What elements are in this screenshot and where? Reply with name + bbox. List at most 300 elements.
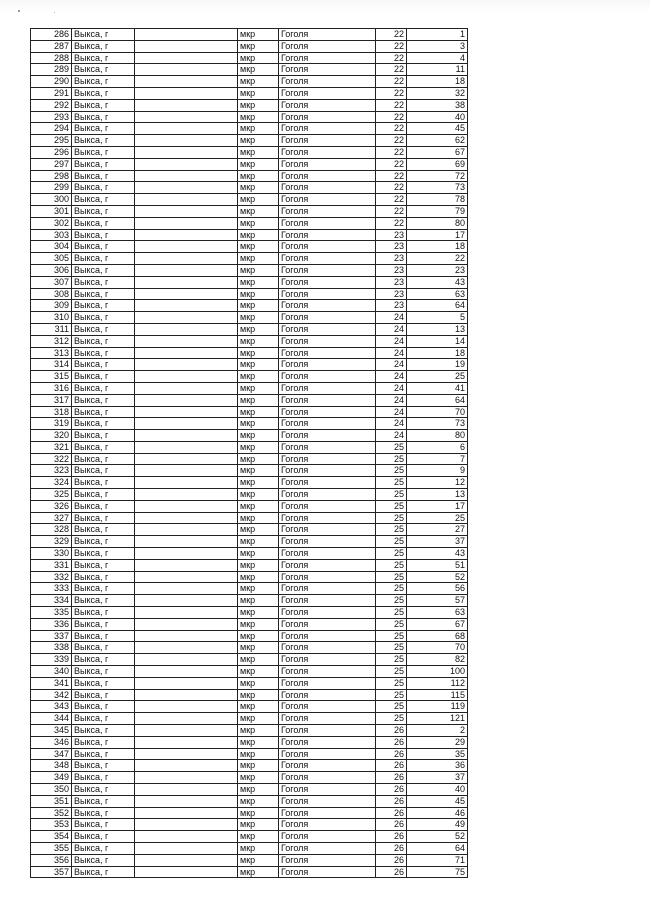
house-number-cell: 25 bbox=[376, 500, 407, 512]
street-cell: Гоголя bbox=[279, 158, 376, 170]
row-number: 304 bbox=[31, 241, 72, 253]
house-number-cell: 24 bbox=[376, 406, 407, 418]
house-number-cell: 26 bbox=[376, 795, 407, 807]
street-cell: Гоголя bbox=[279, 217, 376, 229]
table-row bbox=[31, 760, 468, 772]
street-cell: Гоголя bbox=[279, 701, 376, 713]
house-number-cell: 22 bbox=[376, 87, 407, 99]
blank-cell bbox=[135, 607, 238, 619]
blank-cell bbox=[135, 241, 238, 253]
city-cell: Выкса, г bbox=[72, 229, 135, 241]
house-number-cell: 22 bbox=[376, 182, 407, 194]
blank-cell bbox=[135, 359, 238, 371]
row-number: 316 bbox=[31, 382, 72, 394]
blank-cell bbox=[135, 205, 238, 217]
blank-cell bbox=[135, 465, 238, 477]
street-cell: Гоголя bbox=[279, 29, 376, 41]
row-number: 288 bbox=[31, 52, 72, 64]
row-number: 348 bbox=[31, 760, 72, 772]
row-number: 293 bbox=[31, 111, 72, 123]
blank-cell bbox=[135, 524, 238, 536]
street-cell: Гоголя bbox=[279, 748, 376, 760]
locality-type-cell: мкр bbox=[238, 866, 279, 878]
row-number: 290 bbox=[31, 76, 72, 88]
city-cell: Выкса, г bbox=[72, 418, 135, 430]
street-cell: Гоголя bbox=[279, 666, 376, 678]
city-cell: Выкса, г bbox=[72, 40, 135, 52]
row-number: 327 bbox=[31, 512, 72, 524]
apartment-number-cell: 1 bbox=[407, 29, 468, 41]
house-number-cell: 25 bbox=[376, 489, 407, 501]
city-cell: Выкса, г bbox=[72, 548, 135, 560]
house-number-cell: 22 bbox=[376, 64, 407, 76]
row-number: 321 bbox=[31, 441, 72, 453]
row-number: 335 bbox=[31, 607, 72, 619]
blank-cell bbox=[135, 583, 238, 595]
street-cell: Гоголя bbox=[279, 418, 376, 430]
row-number: 353 bbox=[31, 819, 72, 831]
apartment-number-cell: 17 bbox=[407, 229, 468, 241]
table-row bbox=[31, 607, 468, 619]
street-cell: Гоголя bbox=[279, 323, 376, 335]
blank-cell bbox=[135, 158, 238, 170]
table-row bbox=[31, 146, 468, 158]
city-cell: Выкса, г bbox=[72, 854, 135, 866]
table-row bbox=[31, 842, 468, 854]
city-cell: Выкса, г bbox=[72, 194, 135, 206]
house-number-cell: 22 bbox=[376, 29, 407, 41]
table-row bbox=[31, 772, 468, 784]
locality-type-cell: мкр bbox=[238, 253, 279, 265]
row-number: 320 bbox=[31, 430, 72, 442]
locality-type-cell: мкр bbox=[238, 677, 279, 689]
apartment-number-cell: 40 bbox=[407, 111, 468, 123]
row-number: 318 bbox=[31, 406, 72, 418]
table-row bbox=[31, 64, 468, 76]
blank-cell bbox=[135, 760, 238, 772]
scan-marks bbox=[18, 8, 78, 18]
locality-type-cell: мкр bbox=[238, 477, 279, 489]
apartment-number-cell: 63 bbox=[407, 288, 468, 300]
table-row bbox=[31, 524, 468, 536]
table-row bbox=[31, 465, 468, 477]
row-number: 333 bbox=[31, 583, 72, 595]
locality-type-cell: мкр bbox=[238, 158, 279, 170]
locality-type-cell: мкр bbox=[238, 571, 279, 583]
table-row bbox=[31, 654, 468, 666]
row-number: 289 bbox=[31, 64, 72, 76]
table-row bbox=[31, 253, 468, 265]
blank-cell bbox=[135, 99, 238, 111]
city-cell: Выкса, г bbox=[72, 335, 135, 347]
house-number-cell: 25 bbox=[376, 689, 407, 701]
city-cell: Выкса, г bbox=[72, 642, 135, 654]
locality-type-cell: мкр bbox=[238, 831, 279, 843]
apartment-number-cell: 25 bbox=[407, 371, 468, 383]
house-number-cell: 22 bbox=[376, 170, 407, 182]
locality-type-cell: мкр bbox=[238, 618, 279, 630]
house-number-cell: 22 bbox=[376, 40, 407, 52]
city-cell: Выкса, г bbox=[72, 300, 135, 312]
street-cell: Гоголя bbox=[279, 607, 376, 619]
blank-cell bbox=[135, 323, 238, 335]
table-row bbox=[31, 441, 468, 453]
house-number-cell: 25 bbox=[376, 583, 407, 595]
blank-cell bbox=[135, 253, 238, 265]
city-cell: Выкса, г bbox=[72, 182, 135, 194]
city-cell: Выкса, г bbox=[72, 253, 135, 265]
apartment-number-cell: 64 bbox=[407, 300, 468, 312]
street-cell: Гоголя bbox=[279, 394, 376, 406]
locality-type-cell: мкр bbox=[238, 418, 279, 430]
table-row bbox=[31, 371, 468, 383]
city-cell: Выкса, г bbox=[72, 359, 135, 371]
table-row bbox=[31, 736, 468, 748]
apartment-number-cell: 56 bbox=[407, 583, 468, 595]
locality-type-cell: мкр bbox=[238, 430, 279, 442]
locality-type-cell: мкр bbox=[238, 559, 279, 571]
apartment-number-cell: 63 bbox=[407, 607, 468, 619]
house-number-cell: 22 bbox=[376, 135, 407, 147]
locality-type-cell: мкр bbox=[238, 371, 279, 383]
city-cell: Выкса, г bbox=[72, 748, 135, 760]
table-row bbox=[31, 866, 468, 878]
apartment-number-cell: 29 bbox=[407, 736, 468, 748]
blank-cell bbox=[135, 725, 238, 737]
apartment-number-cell: 18 bbox=[407, 241, 468, 253]
street-cell: Гоголя bbox=[279, 689, 376, 701]
blank-cell bbox=[135, 842, 238, 854]
house-number-cell: 25 bbox=[376, 630, 407, 642]
city-cell: Выкса, г bbox=[72, 784, 135, 796]
table-row bbox=[31, 430, 468, 442]
row-number: 339 bbox=[31, 654, 72, 666]
locality-type-cell: мкр bbox=[238, 760, 279, 772]
table-row bbox=[31, 40, 468, 52]
house-number-cell: 25 bbox=[376, 595, 407, 607]
city-cell: Выкса, г bbox=[72, 382, 135, 394]
apartment-number-cell: 17 bbox=[407, 500, 468, 512]
blank-cell bbox=[135, 819, 238, 831]
street-cell: Гоголя bbox=[279, 229, 376, 241]
apartment-number-cell: 80 bbox=[407, 217, 468, 229]
city-cell: Выкса, г bbox=[72, 146, 135, 158]
locality-type-cell: мкр bbox=[238, 607, 279, 619]
row-number: 349 bbox=[31, 772, 72, 784]
city-cell: Выкса, г bbox=[72, 630, 135, 642]
city-cell: Выкса, г bbox=[72, 347, 135, 359]
row-number: 324 bbox=[31, 477, 72, 489]
city-cell: Выкса, г bbox=[72, 477, 135, 489]
locality-type-cell: мкр bbox=[238, 489, 279, 501]
locality-type-cell: мкр bbox=[238, 500, 279, 512]
table-row bbox=[31, 264, 468, 276]
apartment-number-cell: 27 bbox=[407, 524, 468, 536]
city-cell: Выкса, г bbox=[72, 725, 135, 737]
row-number: 310 bbox=[31, 312, 72, 324]
house-number-cell: 22 bbox=[376, 194, 407, 206]
house-number-cell: 24 bbox=[376, 347, 407, 359]
city-cell: Выкса, г bbox=[72, 760, 135, 772]
table-row bbox=[31, 512, 468, 524]
locality-type-cell: мкр bbox=[238, 854, 279, 866]
apartment-number-cell: 80 bbox=[407, 430, 468, 442]
row-number: 356 bbox=[31, 854, 72, 866]
house-number-cell: 25 bbox=[376, 654, 407, 666]
table-row bbox=[31, 229, 468, 241]
table-row bbox=[31, 87, 468, 99]
row-number: 346 bbox=[31, 736, 72, 748]
table-row bbox=[31, 548, 468, 560]
blank-cell bbox=[135, 170, 238, 182]
apartment-number-cell: 79 bbox=[407, 205, 468, 217]
street-cell: Гоголя bbox=[279, 548, 376, 560]
street-cell: Гоголя bbox=[279, 205, 376, 217]
house-number-cell: 25 bbox=[376, 536, 407, 548]
house-number-cell: 25 bbox=[376, 477, 407, 489]
table-row bbox=[31, 725, 468, 737]
row-number: 332 bbox=[31, 571, 72, 583]
apartment-number-cell: 43 bbox=[407, 276, 468, 288]
street-cell: Гоголя bbox=[279, 170, 376, 182]
apartment-number-cell: 70 bbox=[407, 642, 468, 654]
blank-cell bbox=[135, 288, 238, 300]
city-cell: Выкса, г bbox=[72, 217, 135, 229]
blank-cell bbox=[135, 371, 238, 383]
locality-type-cell: мкр bbox=[238, 170, 279, 182]
street-cell: Гоголя bbox=[279, 489, 376, 501]
apartment-number-cell: 6 bbox=[407, 441, 468, 453]
city-cell: Выкса, г bbox=[72, 76, 135, 88]
row-number: 308 bbox=[31, 288, 72, 300]
locality-type-cell: мкр bbox=[238, 52, 279, 64]
locality-type-cell: мкр bbox=[238, 441, 279, 453]
street-cell: Гоголя bbox=[279, 819, 376, 831]
blank-cell bbox=[135, 807, 238, 819]
street-cell: Гоголя bbox=[279, 40, 376, 52]
city-cell: Выкса, г bbox=[72, 489, 135, 501]
row-number: 342 bbox=[31, 689, 72, 701]
row-number: 303 bbox=[31, 229, 72, 241]
locality-type-cell: мкр bbox=[238, 135, 279, 147]
city-cell: Выкса, г bbox=[72, 99, 135, 111]
row-number: 287 bbox=[31, 40, 72, 52]
locality-type-cell: мкр bbox=[238, 359, 279, 371]
city-cell: Выкса, г bbox=[72, 559, 135, 571]
city-cell: Выкса, г bbox=[72, 512, 135, 524]
house-number-cell: 26 bbox=[376, 807, 407, 819]
table-row bbox=[31, 536, 468, 548]
locality-type-cell: мкр bbox=[238, 512, 279, 524]
city-cell: Выкса, г bbox=[72, 52, 135, 64]
street-cell: Гоголя bbox=[279, 866, 376, 878]
house-number-cell: 25 bbox=[376, 548, 407, 560]
house-number-cell: 23 bbox=[376, 264, 407, 276]
street-cell: Гоголя bbox=[279, 453, 376, 465]
city-cell: Выкса, г bbox=[72, 807, 135, 819]
blank-cell bbox=[135, 677, 238, 689]
city-cell: Выкса, г bbox=[72, 831, 135, 843]
row-number: 315 bbox=[31, 371, 72, 383]
city-cell: Выкса, г bbox=[72, 205, 135, 217]
blank-cell bbox=[135, 689, 238, 701]
table-row bbox=[31, 29, 468, 41]
apartment-number-cell: 68 bbox=[407, 630, 468, 642]
apartment-number-cell: 51 bbox=[407, 559, 468, 571]
blank-cell bbox=[135, 40, 238, 52]
street-cell: Гоголя bbox=[279, 146, 376, 158]
blank-cell bbox=[135, 276, 238, 288]
apartment-number-cell: 22 bbox=[407, 253, 468, 265]
city-cell: Выкса, г bbox=[72, 795, 135, 807]
blank-cell bbox=[135, 312, 238, 324]
street-cell: Гоголя bbox=[279, 312, 376, 324]
table-row bbox=[31, 359, 468, 371]
street-cell: Гоголя bbox=[279, 713, 376, 725]
table-row bbox=[31, 618, 468, 630]
house-number-cell: 26 bbox=[376, 831, 407, 843]
locality-type-cell: мкр bbox=[238, 111, 279, 123]
locality-type-cell: мкр bbox=[238, 394, 279, 406]
house-number-cell: 22 bbox=[376, 52, 407, 64]
house-number-cell: 26 bbox=[376, 760, 407, 772]
apartment-number-cell: 43 bbox=[407, 548, 468, 560]
apartment-number-cell: 119 bbox=[407, 701, 468, 713]
house-number-cell: 25 bbox=[376, 666, 407, 678]
row-number: 319 bbox=[31, 418, 72, 430]
row-number: 351 bbox=[31, 795, 72, 807]
house-number-cell: 24 bbox=[376, 335, 407, 347]
blank-cell bbox=[135, 123, 238, 135]
table-row bbox=[31, 489, 468, 501]
locality-type-cell: мкр bbox=[238, 146, 279, 158]
street-cell: Гоголя bbox=[279, 642, 376, 654]
blank-cell bbox=[135, 784, 238, 796]
blank-cell bbox=[135, 76, 238, 88]
table-row bbox=[31, 748, 468, 760]
locality-type-cell: мкр bbox=[238, 347, 279, 359]
locality-type-cell: мкр bbox=[238, 29, 279, 41]
table-row bbox=[31, 689, 468, 701]
house-number-cell: 26 bbox=[376, 819, 407, 831]
blank-cell bbox=[135, 382, 238, 394]
blank-cell bbox=[135, 477, 238, 489]
house-number-cell: 22 bbox=[376, 205, 407, 217]
house-number-cell: 22 bbox=[376, 111, 407, 123]
row-number: 331 bbox=[31, 559, 72, 571]
table-row bbox=[31, 300, 468, 312]
locality-type-cell: мкр bbox=[238, 654, 279, 666]
blank-cell bbox=[135, 111, 238, 123]
locality-type-cell: мкр bbox=[238, 312, 279, 324]
street-cell: Гоголя bbox=[279, 842, 376, 854]
apartment-number-cell: 112 bbox=[407, 677, 468, 689]
apartment-number-cell: 36 bbox=[407, 760, 468, 772]
table-row bbox=[31, 99, 468, 111]
city-cell: Выкса, г bbox=[72, 736, 135, 748]
table-row bbox=[31, 500, 468, 512]
locality-type-cell: мкр bbox=[238, 548, 279, 560]
house-number-cell: 22 bbox=[376, 146, 407, 158]
row-number: 300 bbox=[31, 194, 72, 206]
blank-cell bbox=[135, 347, 238, 359]
row-number: 357 bbox=[31, 866, 72, 878]
row-number: 325 bbox=[31, 489, 72, 501]
table-row bbox=[31, 418, 468, 430]
row-number: 350 bbox=[31, 784, 72, 796]
row-number: 305 bbox=[31, 253, 72, 265]
apartment-number-cell: 4 bbox=[407, 52, 468, 64]
apartment-number-cell: 78 bbox=[407, 194, 468, 206]
blank-cell bbox=[135, 713, 238, 725]
street-cell: Гоголя bbox=[279, 335, 376, 347]
blank-cell bbox=[135, 87, 238, 99]
locality-type-cell: мкр bbox=[238, 182, 279, 194]
city-cell: Выкса, г bbox=[72, 87, 135, 99]
house-number-cell: 25 bbox=[376, 701, 407, 713]
blank-cell bbox=[135, 512, 238, 524]
table-row bbox=[31, 713, 468, 725]
locality-type-cell: мкр bbox=[238, 99, 279, 111]
city-cell: Выкса, г bbox=[72, 866, 135, 878]
street-cell: Гоголя bbox=[279, 241, 376, 253]
table-row bbox=[31, 158, 468, 170]
street-cell: Гоголя bbox=[279, 87, 376, 99]
street-cell: Гоголя bbox=[279, 465, 376, 477]
street-cell: Гоголя bbox=[279, 123, 376, 135]
locality-type-cell: мкр bbox=[238, 666, 279, 678]
row-number: 294 bbox=[31, 123, 72, 135]
row-number: 317 bbox=[31, 394, 72, 406]
row-number: 297 bbox=[31, 158, 72, 170]
street-cell: Гоголя bbox=[279, 559, 376, 571]
city-cell: Выкса, г bbox=[72, 288, 135, 300]
street-cell: Гоголя bbox=[279, 807, 376, 819]
blank-cell bbox=[135, 595, 238, 607]
street-cell: Гоголя bbox=[279, 725, 376, 737]
blank-cell bbox=[135, 748, 238, 760]
city-cell: Выкса, г bbox=[72, 406, 135, 418]
street-cell: Гоголя bbox=[279, 854, 376, 866]
table-row bbox=[31, 182, 468, 194]
street-cell: Гоголя bbox=[279, 760, 376, 772]
locality-type-cell: мкр bbox=[238, 630, 279, 642]
street-cell: Гоголя bbox=[279, 371, 376, 383]
blank-cell bbox=[135, 146, 238, 158]
locality-type-cell: мкр bbox=[238, 524, 279, 536]
street-cell: Гоголя bbox=[279, 253, 376, 265]
row-number: 301 bbox=[31, 205, 72, 217]
table-row bbox=[31, 784, 468, 796]
city-cell: Выкса, г bbox=[72, 323, 135, 335]
locality-type-cell: мкр bbox=[238, 335, 279, 347]
street-cell: Гоголя bbox=[279, 194, 376, 206]
city-cell: Выкса, г bbox=[72, 701, 135, 713]
apartment-number-cell: 18 bbox=[407, 347, 468, 359]
row-number: 292 bbox=[31, 99, 72, 111]
blank-cell bbox=[135, 52, 238, 64]
locality-type-cell: мкр bbox=[238, 465, 279, 477]
table-row bbox=[31, 630, 468, 642]
city-cell: Выкса, г bbox=[72, 713, 135, 725]
street-cell: Гоголя bbox=[279, 111, 376, 123]
apartment-number-cell: 23 bbox=[407, 264, 468, 276]
table-row bbox=[31, 135, 468, 147]
blank-cell bbox=[135, 795, 238, 807]
street-cell: Гоголя bbox=[279, 583, 376, 595]
locality-type-cell: мкр bbox=[238, 453, 279, 465]
house-number-cell: 24 bbox=[376, 312, 407, 324]
